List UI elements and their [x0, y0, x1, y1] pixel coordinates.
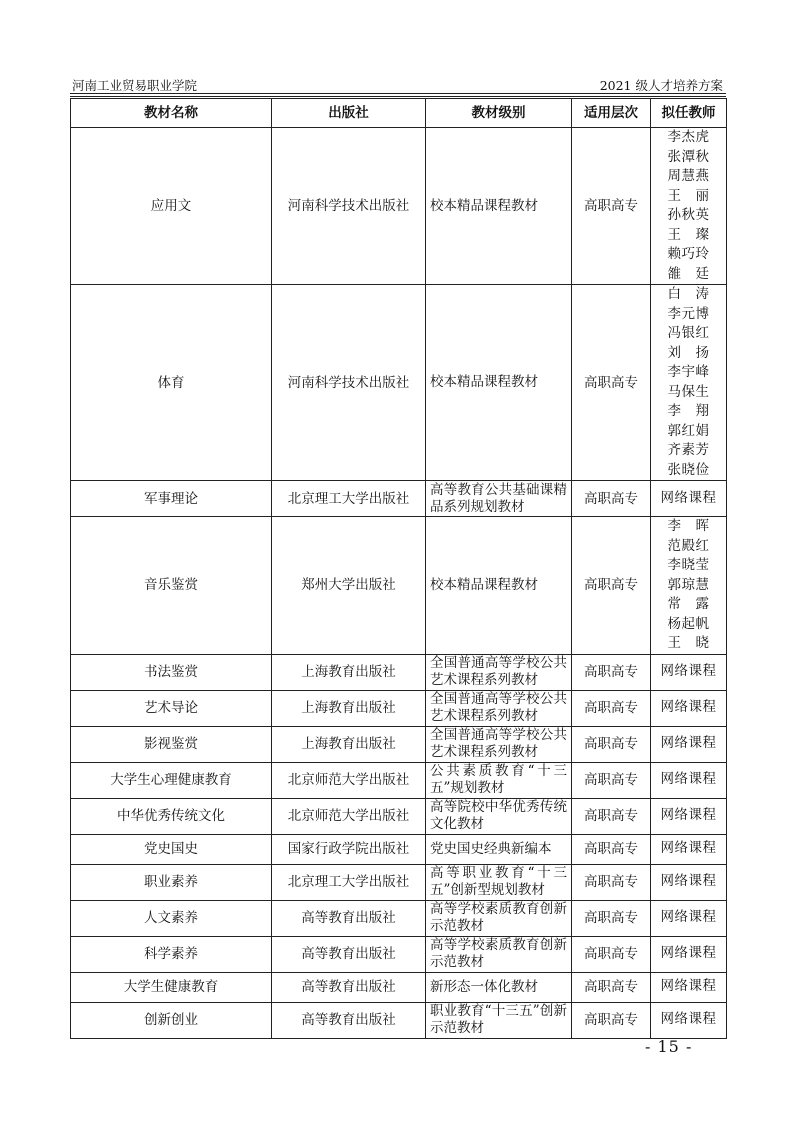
teacher-name: 雒 廷 — [667, 265, 710, 282]
table-row — [71, 481, 727, 517]
teacher-name: 白 涛 — [667, 286, 710, 302]
teacher-name: 周慧燕 — [667, 168, 710, 184]
cell-level-text: 校本精品课程教材 — [430, 576, 538, 593]
cell-textbook-name: 艺术导论 — [71, 690, 272, 726]
header-rule-thin — [70, 96, 726, 97]
teacher-list — [651, 1010, 726, 1030]
cell-level — [426, 726, 572, 762]
cell-teachers — [651, 798, 727, 834]
cell-level-text: 全国普通高等学校公共艺术课程系列教材 — [430, 691, 567, 724]
cell-level-text: 党史国史经典新编本 — [430, 840, 552, 857]
cell-teachers — [651, 972, 727, 1002]
cell-textbook-name: 创新创业 — [71, 1002, 272, 1038]
cell-teachers — [651, 654, 727, 690]
teacher-name: 王 晓 — [667, 635, 710, 651]
cell-textbook-name: 中华优秀传统文化 — [71, 798, 272, 834]
cell-level — [426, 285, 572, 481]
teacher-list — [651, 770, 726, 790]
cell-textbook-name: 影视鉴赏 — [71, 726, 272, 762]
teacher-name: 李宇峰 — [667, 364, 710, 380]
cell-scope: 高职高专 — [572, 762, 651, 798]
table-row — [71, 864, 727, 900]
cell-scope: 高职高专 — [572, 798, 651, 834]
page-number: - 15 - — [645, 1037, 693, 1056]
cell-textbook-name: 体育 — [71, 285, 272, 481]
teacher-name: 张晓俭 — [667, 461, 710, 478]
teacher-list — [651, 734, 726, 754]
cell-level-text: 公共素质教育“十三五”规划教材 — [430, 763, 567, 796]
cell-teachers — [651, 834, 727, 864]
cell-level-text: 全国普通高等学校公共艺术课程系列教材 — [430, 727, 567, 760]
table-row — [71, 726, 727, 762]
cell-textbook-name: 大学生心理健康教育 — [71, 762, 272, 798]
teacher-name: 网络课程 — [660, 978, 717, 995]
cell-textbook-name: 音乐鉴赏 — [71, 517, 272, 655]
teacher-name: 冯银红 — [667, 325, 710, 341]
cell-scope: 高职高专 — [572, 834, 651, 864]
teacher-name: 郭红娟 — [667, 422, 710, 439]
cell-level — [426, 762, 572, 798]
cell-textbook-name: 应用文 — [71, 128, 272, 285]
cell-level — [426, 128, 572, 285]
table-row — [71, 1002, 727, 1038]
column-header-level: 教材级别 — [426, 99, 572, 128]
cell-publisher: 上海教育出版社 — [272, 690, 426, 726]
teacher-name: 网络课程 — [660, 771, 717, 788]
table-row — [71, 285, 727, 481]
header-school-name: 河南工业贸易职业学院 — [72, 78, 198, 93]
table-row — [71, 128, 727, 285]
teacher-list — [651, 285, 726, 480]
cell-textbook-name: 党史国史 — [71, 834, 272, 864]
cell-teachers — [651, 936, 727, 972]
teacher-list — [651, 128, 726, 284]
teacher-name: 网络课程 — [660, 735, 717, 752]
cell-publisher: 河南科学技术出版社 — [272, 285, 426, 481]
teacher-name: 网络课程 — [660, 699, 717, 716]
cell-teachers — [651, 517, 727, 655]
column-header-publisher: 出版社 — [272, 99, 426, 128]
cell-teachers — [651, 285, 727, 481]
cell-level-text: 高等院校中华优秀传统文化教材 — [430, 799, 567, 832]
teacher-name: 常 露 — [667, 596, 710, 612]
table-row — [71, 900, 727, 936]
cell-scope: 高职高专 — [572, 128, 651, 285]
cell-textbook-name: 人文素养 — [71, 900, 272, 936]
cell-textbook-name: 大学生健康教育 — [71, 972, 272, 1002]
cell-scope: 高职高专 — [572, 900, 651, 936]
cell-level-text: 新形态一体化教材 — [430, 978, 538, 995]
table-row — [71, 834, 727, 864]
cell-scope: 高职高专 — [572, 936, 651, 972]
teacher-list — [651, 806, 726, 826]
teacher-name: 马保生 — [667, 383, 710, 400]
cell-publisher: 北京师范大学出版社 — [272, 798, 426, 834]
teacher-list — [651, 977, 726, 997]
teacher-name: 刘 扬 — [667, 344, 710, 361]
teacher-name: 范殿红 — [667, 537, 710, 554]
cell-scope: 高职高专 — [572, 285, 651, 481]
teacher-name: 王 璨 — [667, 226, 710, 243]
cell-scope: 高职高专 — [572, 864, 651, 900]
table-row — [71, 517, 727, 655]
teacher-list — [651, 662, 726, 682]
cell-textbook-name: 科学素养 — [71, 936, 272, 972]
cell-teachers — [651, 762, 727, 798]
teacher-name: 网络课程 — [660, 489, 717, 506]
teacher-name: 网络课程 — [660, 840, 717, 857]
cell-textbook-name: 军事理论 — [71, 481, 272, 517]
cell-publisher: 北京师范大学出版社 — [272, 762, 426, 798]
cell-publisher: 河南科学技术出版社 — [272, 128, 426, 285]
cell-publisher: 北京理工大学出版社 — [272, 864, 426, 900]
table-row — [71, 798, 727, 834]
cell-scope: 高职高专 — [572, 690, 651, 726]
column-header-name: 教材名称 — [71, 99, 272, 128]
teacher-name: 王 丽 — [667, 187, 710, 204]
cell-level — [426, 517, 572, 655]
teacher-name: 网络课程 — [660, 663, 717, 680]
cell-publisher: 上海教育出版社 — [272, 726, 426, 762]
cell-scope: 高职高专 — [572, 972, 651, 1002]
table-body — [71, 128, 727, 1039]
teacher-name: 网络课程 — [660, 909, 717, 926]
teacher-list — [651, 698, 726, 718]
cell-level-text: 全国普通高等学校公共艺术课程系列教材 — [430, 655, 567, 688]
cell-teachers — [651, 481, 727, 517]
cell-scope: 高职高专 — [572, 726, 651, 762]
teacher-name: 李晓莹 — [667, 557, 710, 573]
cell-scope: 高职高专 — [572, 654, 651, 690]
cell-publisher: 北京理工大学出版社 — [272, 481, 426, 517]
teacher-name: 李元博 — [667, 305, 710, 322]
cell-teachers — [651, 1002, 727, 1038]
cell-level — [426, 900, 572, 936]
teacher-name: 网络课程 — [660, 873, 717, 890]
column-header-teachers: 拟任教师 — [651, 99, 727, 128]
cell-textbook-name: 职业素养 — [71, 864, 272, 900]
cell-scope: 高职高专 — [572, 517, 651, 655]
teacher-list — [651, 908, 726, 928]
cell-level-text: 高等职业教育“十三五”创新型规划教材 — [430, 865, 567, 898]
teacher-list — [651, 517, 726, 654]
cell-teachers — [651, 690, 727, 726]
cell-level — [426, 864, 572, 900]
table-row — [71, 690, 727, 726]
cell-level — [426, 690, 572, 726]
teacher-name: 杨起帆 — [667, 615, 710, 632]
cell-level — [426, 798, 572, 834]
textbook-table — [70, 98, 727, 1039]
teacher-list — [651, 944, 726, 964]
teacher-name: 网络课程 — [660, 807, 717, 824]
cell-level-text: 高等教育公共基础课精品系列规划教材 — [430, 481, 567, 515]
cell-publisher: 高等教育出版社 — [272, 972, 426, 1002]
header-document-title: 2021 级人才培养方案 — [599, 78, 723, 93]
cell-level — [426, 654, 572, 690]
cell-level — [426, 834, 572, 864]
teacher-name: 网络课程 — [660, 945, 717, 962]
cell-level-text: 校本精品课程教材 — [430, 374, 538, 390]
cell-publisher: 上海教育出版社 — [272, 654, 426, 690]
teacher-name: 李杰虎 — [667, 129, 710, 145]
table-row — [71, 654, 727, 690]
cell-publisher: 高等教育出版社 — [272, 936, 426, 972]
cell-level — [426, 481, 572, 517]
cell-publisher: 郑州大学出版社 — [272, 517, 426, 655]
cell-level — [426, 936, 572, 972]
teacher-name: 赖巧玲 — [667, 246, 710, 262]
cell-level — [426, 972, 572, 1002]
cell-level — [426, 1002, 572, 1038]
teacher-list — [651, 839, 726, 859]
cell-scope: 高职高专 — [572, 1002, 651, 1038]
teacher-name: 李 翔 — [667, 403, 710, 419]
teacher-name: 张潭秋 — [667, 148, 710, 165]
cell-level-text: 校本精品课程教材 — [430, 197, 538, 214]
teacher-name: 李 晖 — [667, 518, 710, 534]
teacher-name: 郭琼慧 — [667, 576, 710, 593]
teacher-list — [651, 872, 726, 892]
cell-teachers — [651, 128, 727, 285]
teacher-name: 网络课程 — [660, 1011, 717, 1028]
cell-teachers — [651, 726, 727, 762]
cell-publisher: 国家行政学院出版社 — [272, 834, 426, 864]
cell-teachers — [651, 864, 727, 900]
cell-publisher: 高等教育出版社 — [272, 900, 426, 936]
table-row — [71, 972, 727, 1002]
table-row — [71, 936, 727, 972]
teacher-name: 齐素芳 — [667, 442, 710, 458]
teacher-name: 孙秋英 — [667, 207, 710, 223]
cell-textbook-name: 书法鉴赏 — [71, 654, 272, 690]
cell-level-text: 高等学校素质教育创新示范教材 — [430, 901, 567, 934]
cell-publisher: 高等教育出版社 — [272, 1002, 426, 1038]
column-header-scope: 适用层次 — [572, 99, 651, 128]
table-header-row — [71, 99, 727, 128]
teacher-list — [651, 489, 726, 509]
cell-level-text: 高等学校素质教育创新示范教材 — [430, 937, 567, 970]
cell-teachers — [651, 900, 727, 936]
table-row — [71, 762, 727, 798]
page-header — [70, 76, 725, 94]
cell-scope: 高职高专 — [572, 481, 651, 517]
header-rule — [70, 93, 726, 94]
cell-level-text: 职业教育“十三五”创新示范教材 — [430, 1003, 567, 1036]
